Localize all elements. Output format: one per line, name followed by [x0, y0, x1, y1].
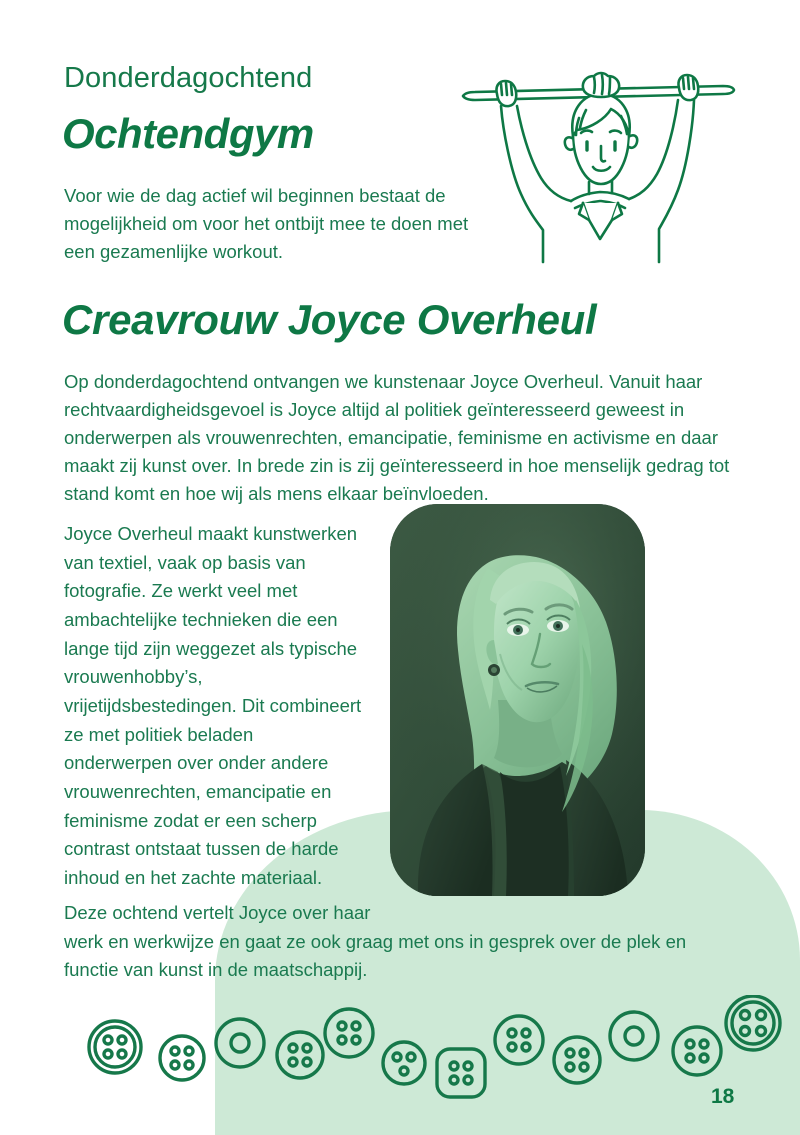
stretching-woman-illustration — [455, 62, 745, 287]
decorative-button — [610, 1012, 658, 1060]
decorative-button — [673, 1027, 721, 1075]
column-paragraph: Joyce Overheul maakt kunstwerken van textiel, vaak op basis van fotografie. Ze werkt veel met ambachtelijke technieken die een lange tijd zijn weggezet als typische vrouwenhobby’s, vrijetijdsbestedingen. Dit combineert ze met politiek beladen onderwerpen over onder andere vrouwenrechten, emancipatie en feminisme zodat er een scherp contrast ontstaat tussen de harde inhoud en het zachte materiaal. — [64, 523, 362, 889]
page-number: 18 — [711, 1085, 735, 1108]
decorative-button — [160, 1036, 204, 1080]
closing-paragraph — [64, 899, 754, 985]
closing-line-2: werk en werkwijze en gaat ze ook graag met ons in gesprek over de plek en — [64, 930, 687, 952]
decorative-button — [495, 1016, 543, 1064]
page-title: Ochtendgym — [62, 110, 314, 157]
kicker-label: Donderdagochtend — [64, 62, 313, 94]
decorative-button — [89, 1021, 141, 1073]
closing-line-3: functie van kunst in de maatschappij. — [64, 959, 368, 981]
decorative-button — [437, 1049, 485, 1097]
decorative-button — [726, 996, 780, 1050]
decorative-button — [554, 1037, 600, 1083]
decorative-button — [383, 1042, 425, 1084]
closing-line-1: Deze ochtend vertelt Joyce over haar — [64, 902, 371, 923]
section-title: Creavrouw Joyce Overheul — [62, 296, 597, 343]
lead-paragraph: Op donderdagochtend ontvangen we kunstenaar Joyce Overheul. Vanuit haar rechtvaardigheidsgevoel is Joyce altijd al politiek geïnteresseerd geweest in onderwerpen als vrouwenrechten, emancipatie, feminisme en activisme en daar maakt zij kunst over. In brede zin is zij geïnteresseerd in hoe menselijk gedrag tot stand komt en hoe wij als mens elkaar beïnvloeden. — [64, 371, 730, 505]
button-decoration-row — [0, 995, 800, 1105]
decorative-button — [216, 1019, 264, 1067]
intro-paragraph: Voor wie de dag actief wil beginnen bestaat de mogelijkheid om voor het ontbijt mee te doen met een gezamenlijke workout. — [64, 185, 469, 263]
portrait-photo — [390, 504, 645, 896]
decorative-button — [325, 1009, 373, 1057]
decorative-button — [277, 1032, 323, 1078]
